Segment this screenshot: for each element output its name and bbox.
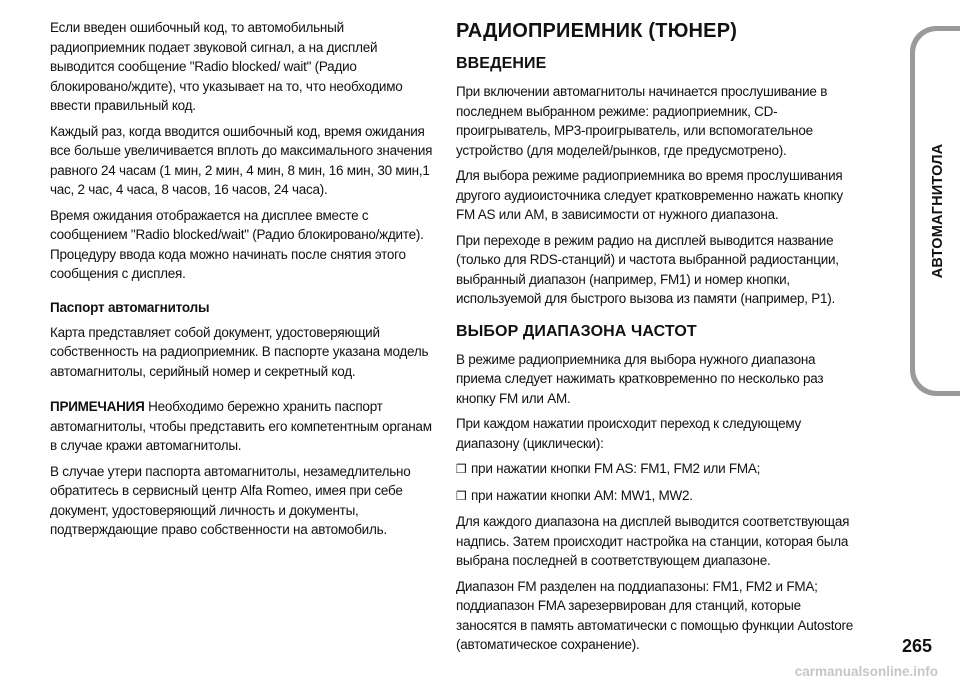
- checkbox-bullet-icon: ❒: [456, 462, 467, 476]
- chapter-tab-label: АВТОМАГНИТОЛА: [929, 143, 946, 279]
- note-text: Необходимо бережно хранить паспорт автомагнитолы, чтобы представить его компетентным органам в случае кражи автомагнитолы.: [50, 399, 432, 453]
- paragraph-radio-display: При переходе в режим радио на дисплей выводится название (только для RDS-станций) и частота выбранной радиостанции, выбранный диапазон (например, FM1) и номер кнопки, используемой для быстрого вызова из памяти (например, P1).: [456, 232, 839, 306]
- bullet-text: при нажатии кнопки AM: MW1, MW2.: [471, 487, 693, 503]
- left-column: [50, 18, 438, 546]
- right-column: [456, 18, 854, 661]
- passport-heading: Паспорт автомагнитолы: [50, 299, 210, 315]
- intro-heading: ВВЕДЕНИЕ: [456, 55, 547, 72]
- paragraph-passport-card: Карта представляет собой документ, удостоверяющий собственность на радиоприемник. В паспорте указана модель автомагнитолы, серийный номер и секретный код.: [50, 324, 429, 379]
- paragraph-band-select: В режиме радиоприемника для выбора нужного диапазона приема следует нажимать кратковременно по несколько раз кнопку FM или AM.: [456, 351, 824, 406]
- paragraph-wrong-code: Если введен ошибочный код, то автомобильный радиоприемник подает звуковой сигнал, а на дисплей выводится сообщение "Radio blocked/ wait" (Радио блокировано/ждите), что указывает на то, что необходимо ввести правильный код.: [50, 20, 403, 113]
- spacer: [50, 387, 438, 397]
- paragraph-wait-time: Каждый раз, когда вводится ошибочный код, время ожидания все больше увеличивается вплоть до максимального значения равного 24 часам (1 мин, 2 мин, 4 мин, 8 мин, 16 мин, 30 мин,1 час, 2 час, 4 часа, 8 часов, 16 часов, 24 часа).: [50, 123, 433, 197]
- section-title: РАДИОПРИЕМНИК (ТЮНЕР): [456, 20, 738, 42]
- bullet-item-am: [456, 486, 854, 507]
- band-heading: ВЫБОР ДИАПАЗОНА ЧАСТОТ: [456, 322, 697, 340]
- note-label: ПРИМЕЧАНИЯ: [50, 399, 145, 414]
- paragraph-startup-mode: При включении автомагнитолы начинается прослушивание в последнем выбранном режиме: радиоприемник, CD-проигрыватель, MP3-проигрыватель, или вспомогательное устройство (для моделей/рынков, где предусмотрено).: [456, 84, 828, 158]
- paragraph-band-display: Для каждого диапазона на дисплей выводится соответствующая надпись. Затем происходит настройка на станции, которая была выбрана последней в соответствующем диапазоне.: [456, 514, 850, 568]
- chapter-tab: [910, 26, 960, 396]
- paragraph-wait-display: Время ожидания отображается на дисплее вместе с сообщением "Radio blocked/wait" (Радио блокировано/ждите). Процедуру ввода кода можно начинать после снятия этого сообщения с дисплея.: [50, 207, 424, 281]
- bullet-text: при нажатии кнопки FM AS: FM1, FM2 или FMA;: [471, 461, 761, 476]
- paragraph-lost-passport: В случае утери паспорта автомагнитолы, незамедлительно обратитесь в сервисный центр Alfa Romeo, имея при себе документ, удостоверяющий личность и документы, подтверждающие право собственности на автомобиль.: [50, 463, 411, 537]
- chapter-tab-inner: [915, 31, 960, 391]
- note-paragraph: [50, 397, 438, 456]
- page-number: 265: [901, 636, 932, 656]
- paragraph-fm-subbands: Диапазон FM разделен на поддиапазоны: FM1, FM2 и FMA; поддиапазон FMA зарезервирован для станций, которые заносятся в память автоматически с помощью функции Autostore (автоматическое сохранение).: [456, 578, 854, 652]
- paragraph-band-cycle: При каждом нажатии происходит переход к следующему диапазону (циклически):: [456, 416, 802, 451]
- paragraph-select-radio: Для выбора режиме радиоприемника во время прослушивания другого аудиоисточника следует кратковременно нажать кнопку FM AS или AM, в зависимости от нужного диапазона.: [456, 168, 843, 222]
- checkbox-bullet-icon: ❒: [456, 488, 467, 503]
- watermark: carmanualsonline.info: [794, 664, 938, 679]
- bullet-item-fm: [456, 459, 854, 480]
